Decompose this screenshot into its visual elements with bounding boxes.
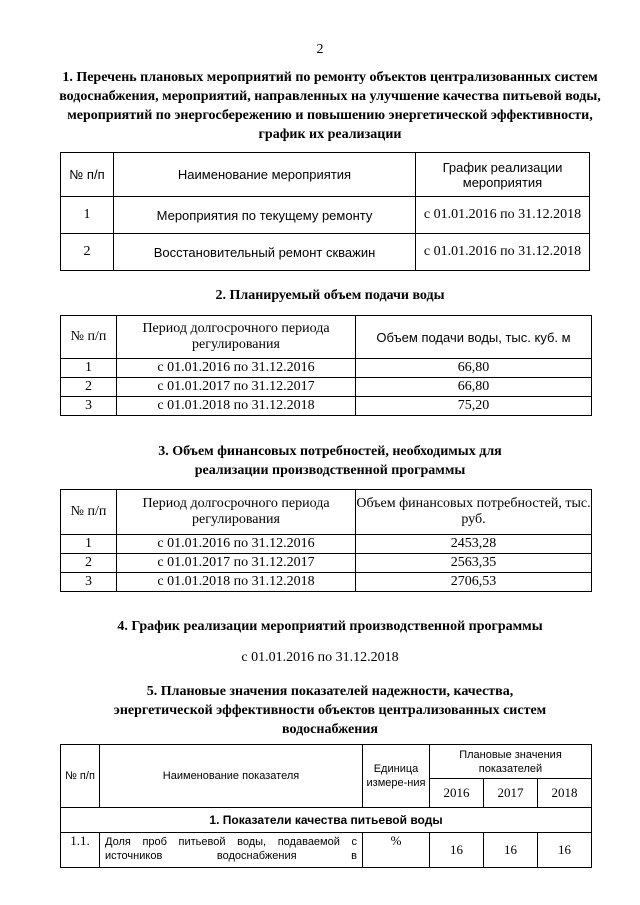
row-num: 1 [61,359,117,378]
col-num-header: № п/п [61,316,117,359]
row-num: 1 [61,197,114,234]
section-3-title: 3. Объем финансовых потребностей, необходимых для реализации производственной программы [158,444,502,478]
col-num-header: № п/п [61,745,100,808]
row-value-2017: 16 [483,833,537,868]
row-num: 2 [61,378,117,397]
group-title: 1. Показатели качества питьевой воды [61,808,592,833]
table-row [61,234,590,271]
table-header-row [61,490,592,535]
col-indicator-header: Наименование показателя [100,745,363,808]
table-row [61,378,592,397]
row-unit: % [363,833,430,868]
row-schedule: с 01.01.2016 по 31.12.2018 [416,234,590,271]
table-row [61,554,592,573]
row-period: с 01.01.2017 по 31.12.2017 [117,378,356,397]
section-2-table [60,315,592,416]
row-finance: 2453,28 [356,535,592,554]
row-period: с 01.01.2017 по 31.12.2017 [117,554,356,573]
section-5-table [60,744,592,868]
row-value-2018: 16 [537,833,591,868]
row-volume: 66,80 [356,359,592,378]
section-1-table [60,152,590,271]
table-row [61,833,592,868]
col-period-header: Период долгосрочного периода регулирования [117,316,356,359]
col-volume-header: Объем подачи воды, тыс. куб. м [356,316,592,359]
table-row [61,197,590,234]
row-num: 2 [61,554,117,573]
row-num: 1.1. [61,833,100,868]
table-header-row [61,316,592,359]
row-indicator-name: Доля проб питьевой воды, подаваемой с источников водоснабжения в [100,833,363,868]
table-row [61,397,592,416]
year-2018-header: 2018 [537,779,591,808]
col-planned-header: Плановые значения показателей [430,745,592,779]
row-volume: 75,20 [356,397,592,416]
col-schedule-header: График реализации мероприятия [416,153,590,197]
year-2017-header: 2017 [483,779,537,808]
year-2016-header: 2016 [430,779,484,808]
row-name: Мероприятия по текущему ремонту [114,197,416,234]
row-num: 2 [61,234,114,271]
section-1-title: 1. Перечень плановых мероприятий по ремонту объектов централизованных систем водоснабжения, мероприятий, направленных на улучшение качества питьевой воды, мероприятий по энергосбережению и повышению энергетической эффективности, график их реализации [59,70,601,142]
table-row [61,535,592,554]
section-2-title: 2. Планируемый объем подачи воды [215,288,445,303]
row-num: 3 [61,397,117,416]
row-value-2016: 16 [430,833,484,868]
col-num-header: № п/п [61,153,114,197]
table-row [61,359,592,378]
row-finance: 2706,53 [356,573,592,592]
section-5-title: 5. Плановые значения показателей надежности, качества, энергетической эффективности объектов централизованных систем водоснабжения [113,684,547,737]
table-header-row [61,153,590,197]
row-period: с 01.01.2016 по 31.12.2016 [117,535,356,554]
row-num: 1 [61,535,117,554]
table-group-row [61,808,592,833]
col-name-header: Наименование мероприятия [114,153,416,197]
table-header-row [61,745,592,779]
row-period: с 01.01.2018 по 31.12.2018 [117,573,356,592]
row-period: с 01.01.2018 по 31.12.2018 [117,397,356,416]
col-num-header: № п/п [61,490,117,535]
section-4-title: 4. График реализации мероприятий производственной программы [117,619,543,634]
row-name: Восстановительный ремонт скважин [114,234,416,271]
section-4-period: с 01.01.2016 по 31.12.2018 [241,650,399,665]
col-period-header: Период долгосрочного периода регулирования [117,490,356,535]
page-number: 2 [316,42,324,57]
row-volume: 66,80 [356,378,592,397]
section-3-table [60,489,592,592]
row-num: 3 [61,573,117,592]
table-row [61,573,592,592]
row-finance: 2563,35 [356,554,592,573]
col-unit-header: Единица измере-ния [363,745,430,808]
col-finance-header: Объем финансовых потребностей, тыс. руб. [356,490,592,535]
row-period: с 01.01.2016 по 31.12.2016 [117,359,356,378]
row-schedule: с 01.01.2016 по 31.12.2018 [416,197,590,234]
